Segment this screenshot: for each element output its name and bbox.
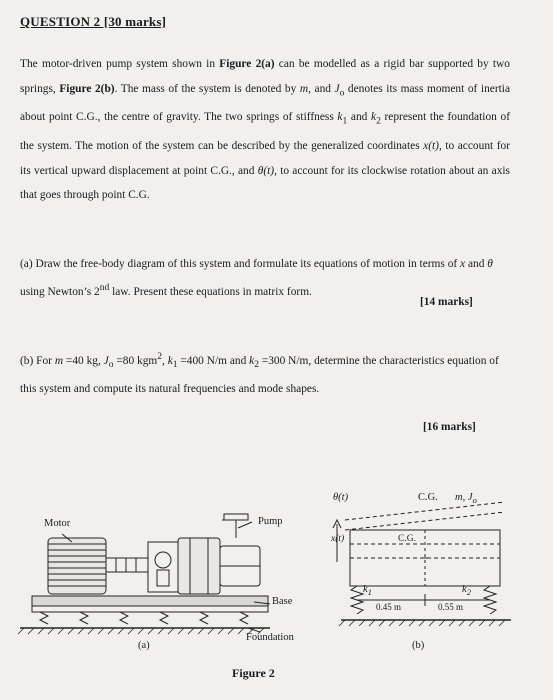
text-run: . The mass of the system is denoted by	[114, 82, 300, 95]
text-run: Draw the free-body diagram of this system and formulate its equations of motion in terms of	[35, 258, 461, 270]
text-run: using Newton’s 2	[20, 285, 100, 298]
part-label: (b)	[20, 354, 34, 367]
symbol-theta: θ	[487, 258, 493, 270]
label-pump: Pump	[258, 516, 283, 527]
text-run: =300 N/m, determine the characteristics equation of this system and compute its natural frequencies and mode shapes.	[20, 354, 499, 396]
label-k1	[363, 584, 372, 597]
label-m-jo	[455, 492, 477, 505]
label-x-t: x(t)	[331, 534, 345, 544]
coupling	[106, 558, 148, 572]
figure-2	[0, 480, 553, 700]
text-run: can be modelled as a rigid bar supported by two springs,	[20, 58, 510, 95]
text-run: law. Present these equations in matrix form.	[109, 285, 312, 298]
figure-ref: Figure 2(b)	[59, 82, 115, 95]
label-m-jo-text: m, J	[455, 492, 473, 503]
label-k1-sub: 1	[367, 587, 373, 598]
text-run: =400 N/m and	[177, 354, 250, 367]
superscript: nd	[99, 283, 110, 293]
label-k2	[462, 584, 471, 597]
marks-a: [14 marks]	[420, 296, 473, 308]
label-sub-a: (a)	[138, 640, 150, 651]
text-run: denotes its mass moment of inertia about point C.G., the centre of gravity. The two springs of stiffness	[20, 82, 510, 124]
symbol-sub: 1	[342, 116, 348, 127]
text-run: , and	[308, 82, 335, 95]
label-base: Base	[272, 596, 293, 607]
symbol-m: m	[299, 82, 309, 95]
figure-caption: Figure 2	[232, 666, 275, 680]
text-run: =40 kg,	[63, 354, 104, 367]
symbol-k: k	[337, 111, 343, 124]
symbol-m: m	[54, 354, 64, 367]
base-plate	[32, 596, 268, 606]
label-k2-text: k	[462, 584, 467, 595]
label-dim-left: 0.45 m	[376, 602, 402, 612]
superscript: 2	[157, 352, 162, 362]
label-dim-right: 0.55 m	[438, 602, 464, 612]
marks-b: [16 marks]	[423, 421, 476, 433]
text-run: , to account for its vertical upward displacement at point C.G., and	[20, 140, 510, 177]
symbol-theta-t: θ(t)	[257, 164, 275, 177]
part-b	[20, 345, 510, 401]
symbol-sub: o	[339, 87, 345, 98]
symbol-k: k	[371, 111, 377, 124]
figure-ref: Figure 2(a)	[219, 58, 275, 70]
intro-paragraph	[20, 52, 510, 208]
question-heading: QUESTION 2 [30 marks]	[20, 14, 167, 29]
label-foundation: Foundation	[246, 632, 294, 643]
part-label: (a)	[20, 258, 33, 270]
label-sub-b: (b)	[412, 640, 425, 651]
text-run: For	[36, 354, 55, 367]
text-run: The motor-driven pump system shown in	[20, 58, 220, 70]
symbol-k: k	[249, 354, 255, 367]
text-run: represent the foundation of the system. The motion of the system can be described by the generalized coordinates	[20, 111, 510, 153]
label-k2-sub: 2	[466, 587, 472, 598]
symbol-sub: 2	[376, 116, 381, 127]
symbol-k: k	[167, 354, 173, 367]
text-run: and	[465, 258, 488, 270]
symbol-sub: 1	[172, 360, 178, 371]
symbol-x: x	[460, 258, 466, 270]
symbol-x-t: x(t)	[423, 140, 439, 153]
pump-casing	[178, 538, 220, 594]
label-m-jo-sub: o	[472, 495, 477, 506]
pump-bearing	[148, 542, 178, 592]
rigid-bar-model	[325, 480, 525, 650]
text-run: , to account for its clockwise rotation about an axis that goes through point C.G.	[20, 164, 510, 202]
text-run: ,	[162, 354, 168, 367]
label-motor: Motor	[44, 518, 71, 529]
text-run: =80 kgm	[113, 354, 158, 367]
label-cg-mid: C.G.	[398, 534, 416, 544]
label-k1-text: k	[363, 584, 368, 595]
symbol-J: J	[334, 82, 340, 95]
text-run: and	[347, 111, 372, 124]
label-theta-t: θ(t)	[333, 492, 349, 503]
label-cg-top: C.G.	[418, 492, 438, 503]
symbol-J: J	[103, 354, 109, 367]
pump-system-drawing	[0, 480, 300, 650]
symbol-sub: o	[108, 360, 114, 371]
symbol-sub: 2	[254, 360, 259, 371]
